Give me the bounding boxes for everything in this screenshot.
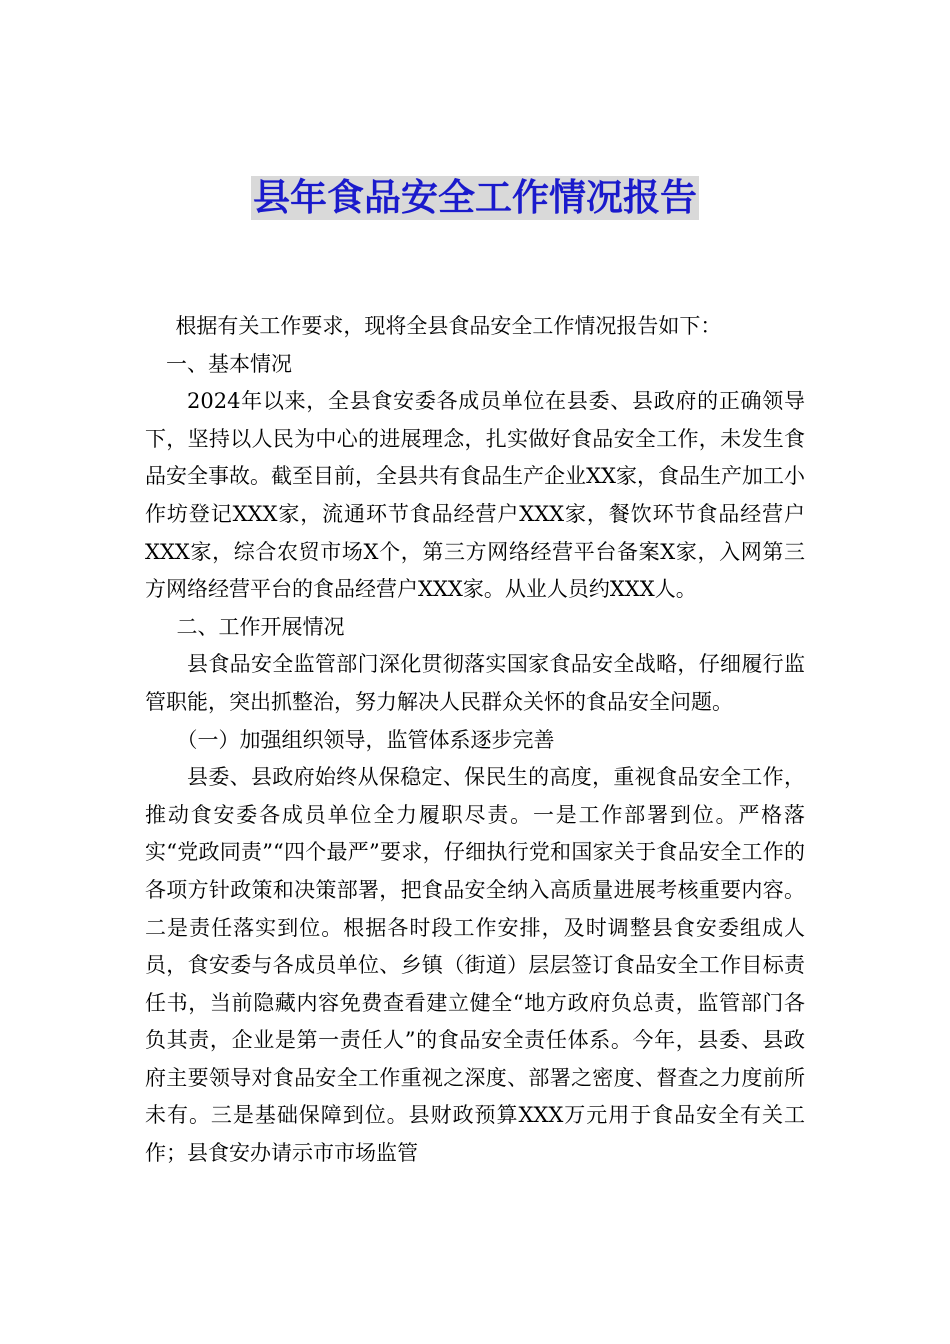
- title-wrap: [0, 176, 950, 220]
- subsection-1-heading: （一）加强组织领导，监管体系逐步完善: [176, 727, 555, 752]
- document-body: [145, 308, 805, 1173]
- section-1-paragraph: 2024年以来，全县食安委各成员单位在县委、县政府的正确领导下，坚持以人民为中心的进展理念，扎实做好食品安全工作，未发生食品安全事故。截至目前，全县共有食品生产企业XX家，食品生产加工小作坊登记XXX家，流通环节食品经营户XXX家，餐饮环节食品经营户XXX家，综合农贸市场X个，第三方网络经营平台备案X家，入网第三方网络经营平台的食品经营户XXX家。从业人员约XXX人。: [145, 389, 805, 602]
- section-2-heading: 二、工作开展情况: [176, 614, 345, 639]
- subsection-1-paragraph: 县委、县政府始终从保稳定、保民生的高度，重视食品安全工作，推动食安委各成员单位全力履职尽责。一是工作部署到位。严格落实“党政同责”“四个最严”要求，仔细执行党和国家关于食品安全工作的各项方针政策和决策部署，把食品安全纳入高质量进展考核重要内容。二是责任落实到位。根据各时段工作安排，及时调整县食安委组成人员，食安委与各成员单位、乡镇（街道）层层签订食品安全工作目标责任书，当前隐藏内容免费查看建立健全“地方政府负总责，监管部门各负其责，企业是第一责任人”的食品安全责任体系。今年，县委、县政府主要领导对食品安全工作重视之深度、部署之密度、督查之力度前所未有。三是基础保障到位。县财政预算XXX万元用于食品安全有关工作；县食安办请示市市场监管: [145, 765, 805, 1166]
- section-2-paragraph: 县食品安全监管部门深化贯彻落实国家食品安全战略，仔细履行监管职能，突出抓整治，努力解决人民群众关怀的食品安全问题。: [145, 652, 805, 714]
- intro-paragraph: 根据有关工作要求，现将全县食品安全工作情况报告如下：: [175, 314, 722, 338]
- document-title: 县年食品安全工作情况报告: [253, 176, 697, 219]
- section-1-heading: 一、基本情况: [166, 351, 292, 376]
